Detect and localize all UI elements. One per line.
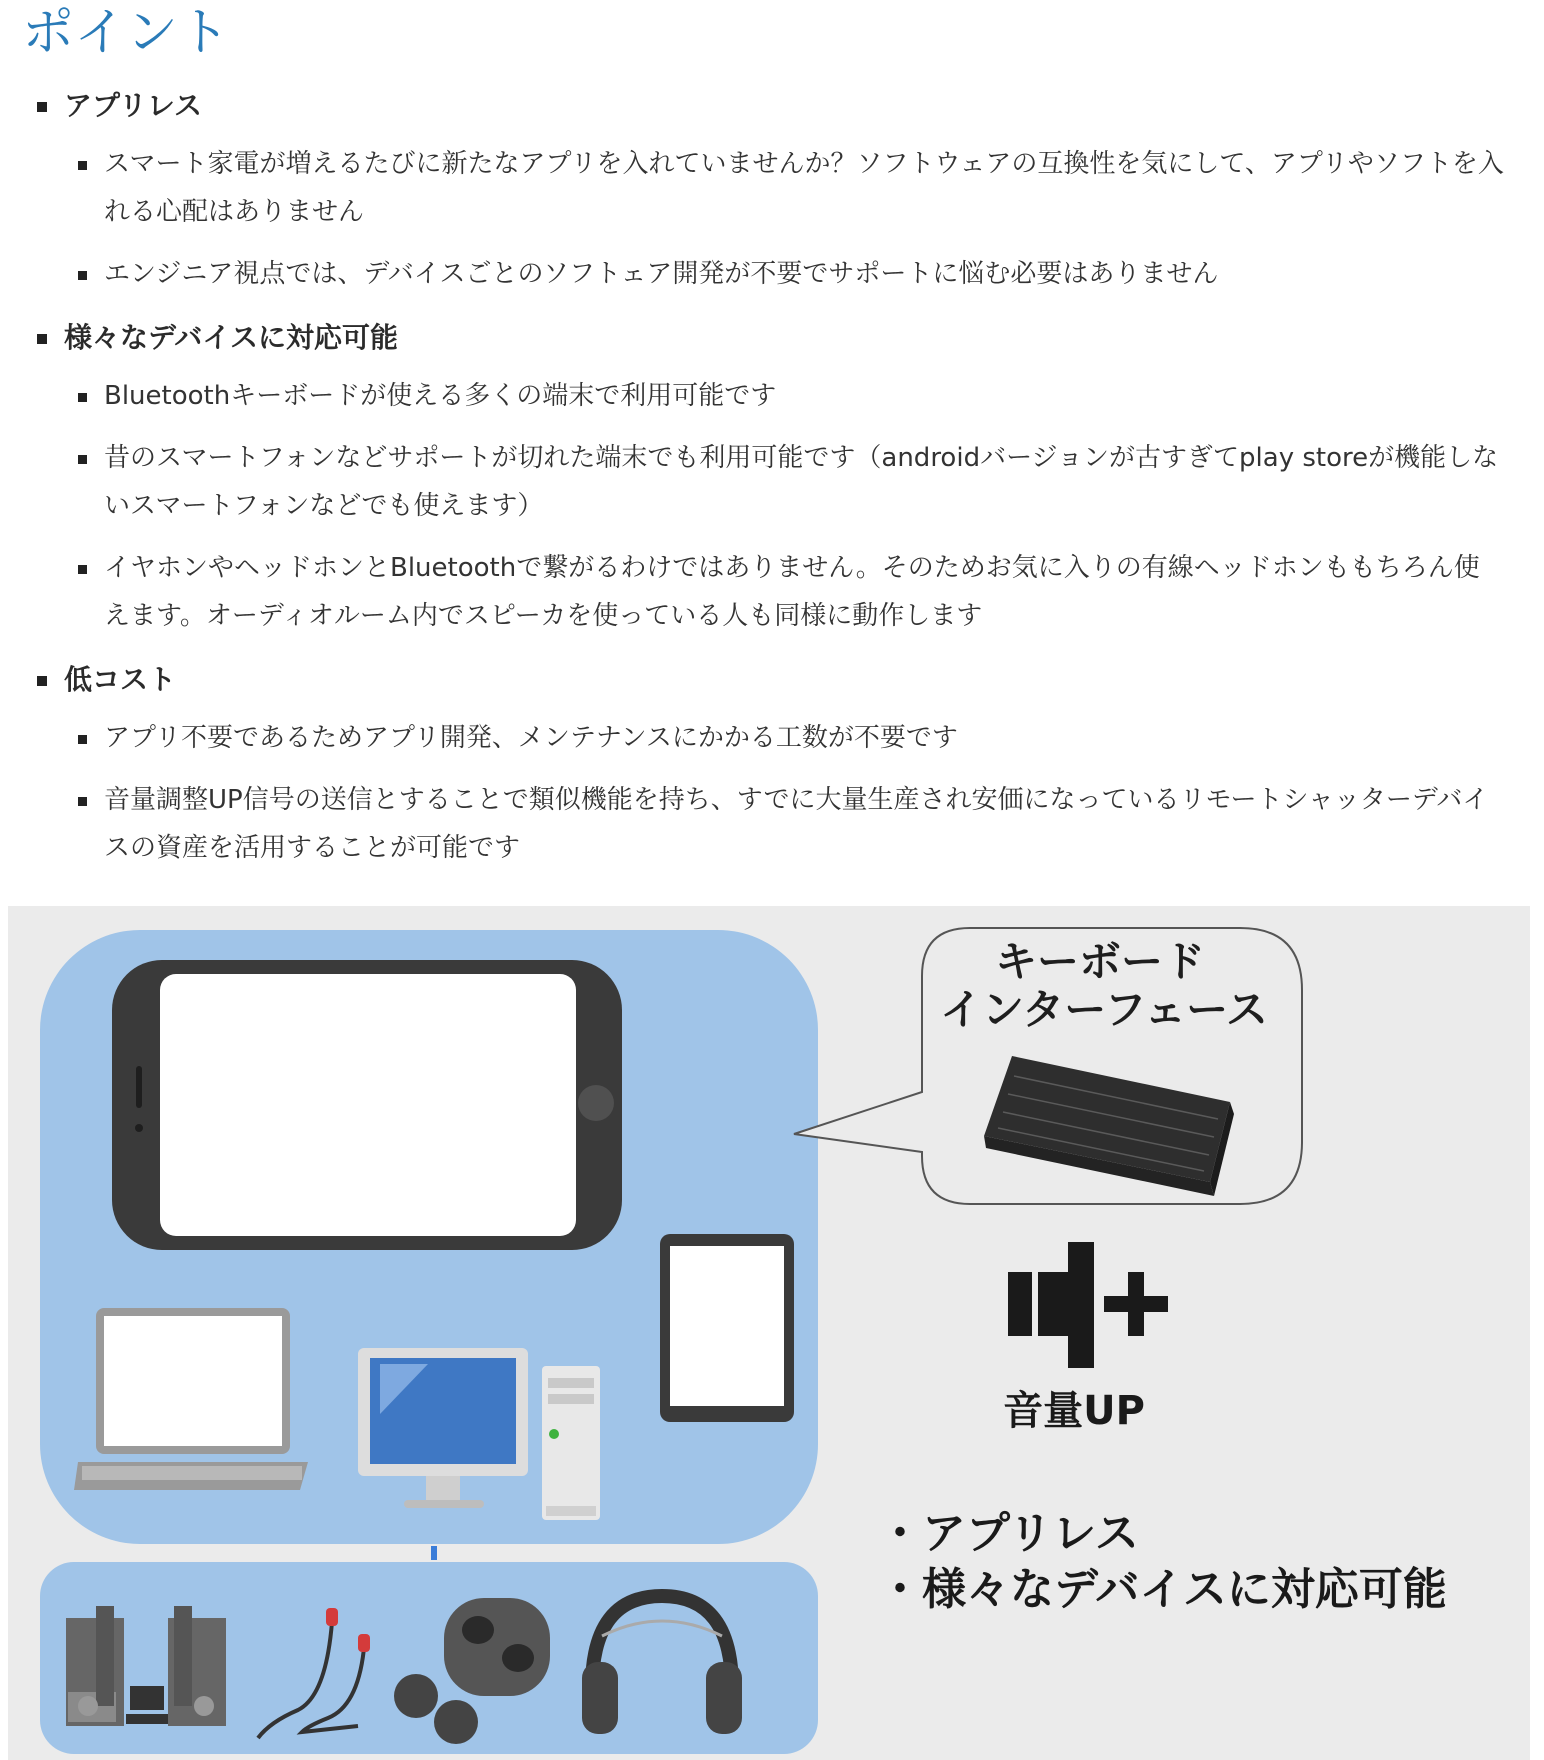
laptop-icon <box>74 1308 308 1490</box>
bullet <box>78 797 87 806</box>
list-item: スマート家電が増えるたびに新たなアプリを入れていませんか？ソフトウェアの互換性を気にして、アプリやソフトを入れる心配はありません <box>0 140 1544 236</box>
list-item: アプリ不要であるためアプリ開発、メンテナンスにかかる工数が不要です <box>0 714 1544 762</box>
feature-multi-device: ・様々なデバイスに対応可能 <box>878 1564 1447 1615</box>
feature-appless: ・アプリレス <box>878 1508 1139 1559</box>
section-title: アプリレス <box>0 80 1544 136</box>
section-multi-device <box>0 312 1544 640</box>
volume-up-icon <box>1008 1242 1168 1368</box>
illustration <box>8 906 1530 1760</box>
section-title: 様々なデバイスに対応可能 <box>0 312 1544 368</box>
bubble-line1: キーボード <box>994 937 1206 986</box>
bullet <box>78 161 87 170</box>
bullet <box>78 271 87 280</box>
bullet <box>78 565 87 574</box>
tablet-icon <box>660 1234 794 1422</box>
volume-label: 音量UP <box>1003 1388 1145 1434</box>
section-appless <box>0 80 1544 298</box>
list-item: 音量調整UP信号の送信とすることで類似機能を持ち、すでに大量生産され安価になっているリモートシャッターデバイスの資産を活用することが可能です <box>0 776 1544 872</box>
bullet <box>78 735 87 744</box>
bullet <box>37 334 47 344</box>
bullet <box>78 455 87 464</box>
page-heading: ポイント <box>22 3 231 63</box>
section-low-cost <box>0 654 1544 872</box>
bullet <box>78 393 87 402</box>
points-list <box>0 80 1544 886</box>
audio-panel <box>40 1562 818 1754</box>
section-title: 低コスト <box>0 654 1544 710</box>
bubble-line2: インターフェース <box>939 985 1269 1034</box>
bullet <box>37 102 47 112</box>
list-item: イヤホンやヘッドホンとBluetoothで繋がるわけではありません。そのためお気に入りの有線ヘッドホンももちろん使えます。オーディオルーム内でスピーカを使っている人も同様に動作します <box>0 544 1544 640</box>
list-item: Bluetoothキーボードが使える多くの端末で利用可能です <box>0 372 1544 420</box>
bullet <box>37 676 47 686</box>
list-item: エンジニア視点では、デバイスごとのソフトェア開発が不要でサポートに悩む必要はありません <box>0 250 1544 298</box>
smartphone-icon <box>112 960 622 1250</box>
list-item: 昔のスマートフォンなどサポートが切れた端末でも利用可能です（androidバージョンが古すぎてplay storeが機能しないスマートフォンなどでも使えます） <box>0 434 1544 530</box>
